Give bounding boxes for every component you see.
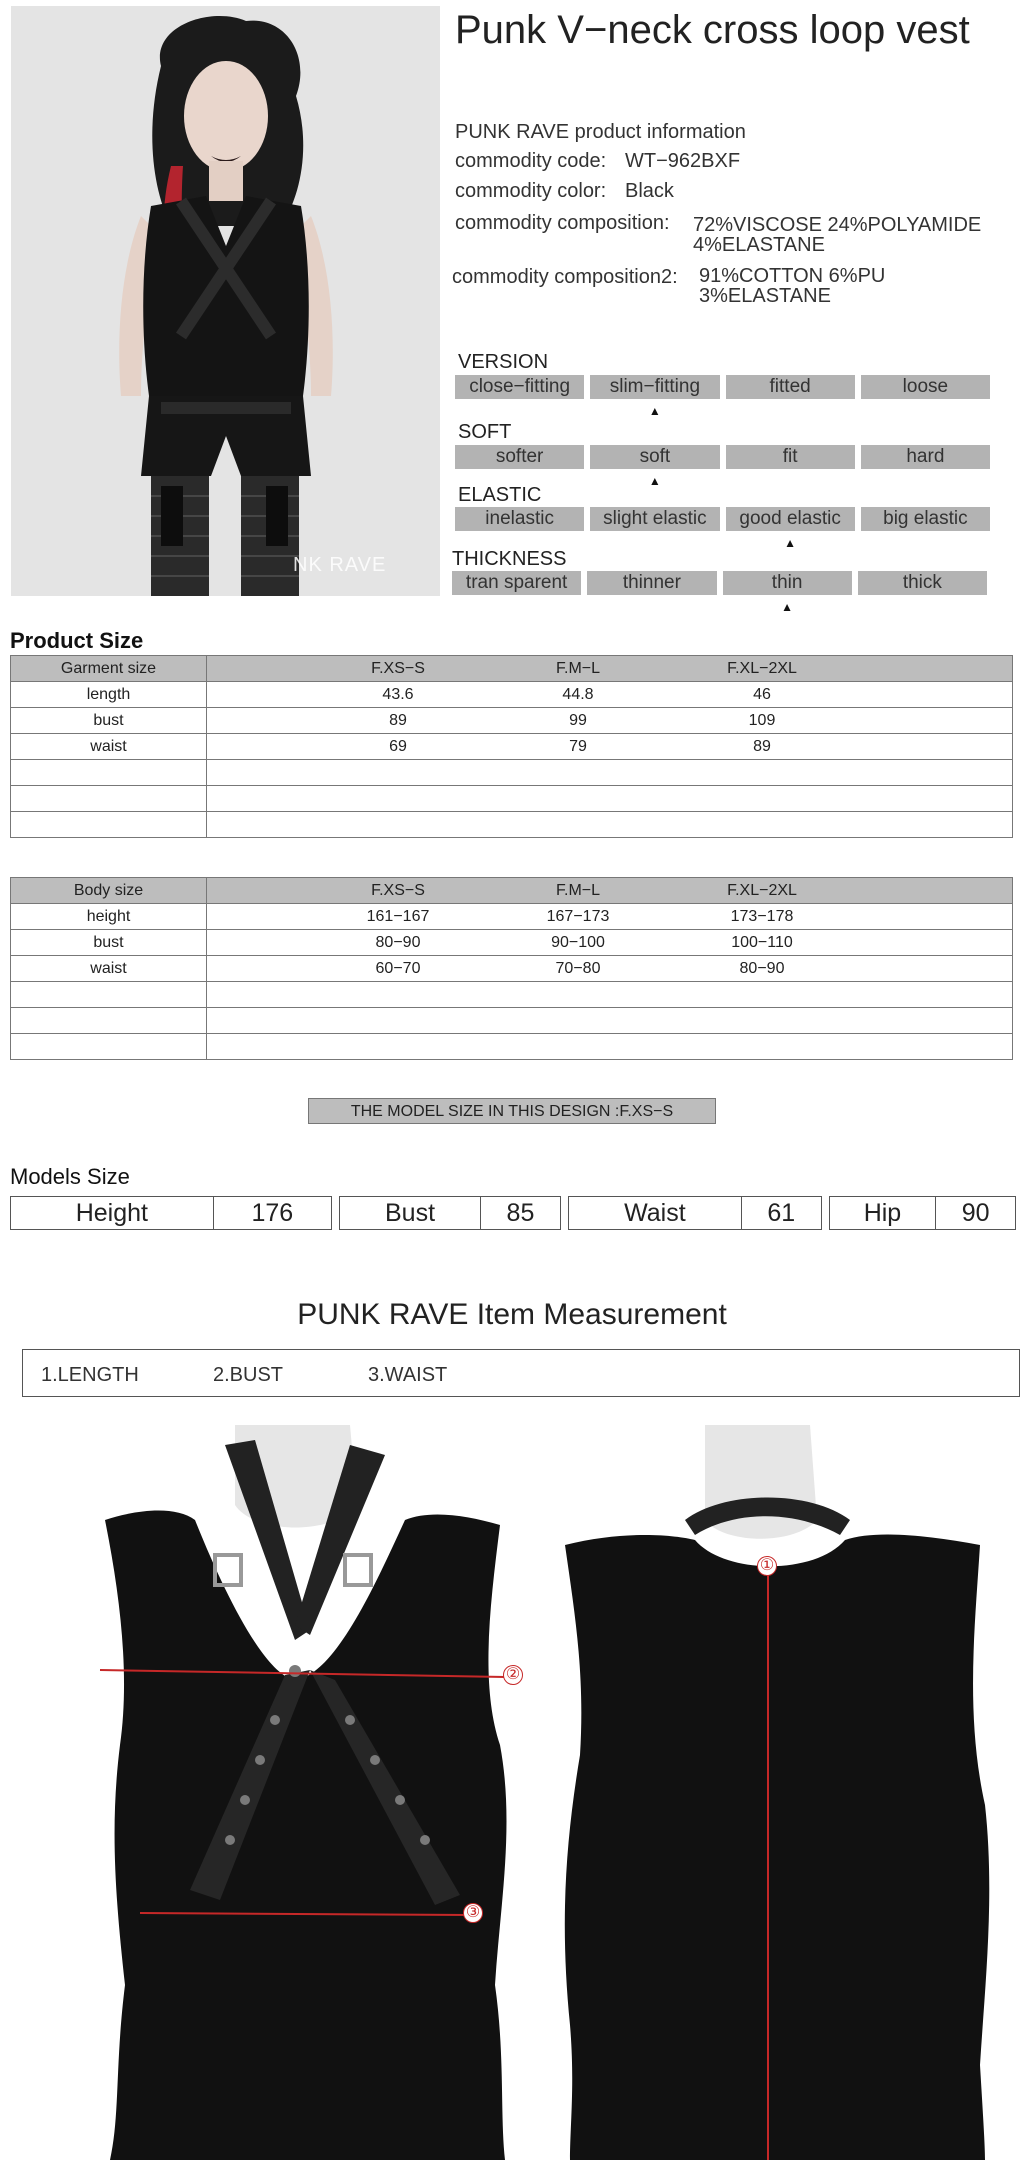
model-size-note: THE MODEL SIZE IN THIS DESIGN :F.XS−S — [308, 1098, 716, 1124]
commodity-color — [455, 180, 674, 203]
table-cell: 173−178 — [730, 908, 794, 925]
color-label: commodity color: — [455, 180, 607, 202]
table-row — [11, 930, 1013, 956]
row-label: bust — [11, 708, 207, 734]
table-row — [11, 682, 1013, 708]
table-cell: 80−90 — [739, 960, 785, 977]
table-cell: 70−80 — [555, 960, 601, 977]
table-header-row — [11, 878, 1013, 904]
table-row — [11, 708, 1013, 734]
composition-value: 72%VISCOSE 24%POLYAMIDE 4%ELASTANE — [693, 214, 982, 256]
commodity-composition — [455, 212, 982, 256]
table-cell: 90−100 — [551, 934, 605, 951]
table-row-empty — [11, 982, 1013, 1008]
garment-front-image — [95, 1425, 515, 2165]
attr-elastic-title: ELASTIC — [458, 484, 542, 506]
attr-option-selected: good elastic ▲ — [726, 507, 855, 531]
attr-option: thinner — [587, 571, 716, 595]
table-row-empty — [11, 1034, 1013, 1060]
attr-soft-title: SOFT — [458, 421, 512, 443]
body-size-table — [10, 877, 1013, 1060]
table-row-empty — [11, 1008, 1013, 1034]
measurement-item: 2.BUST — [213, 1364, 284, 1386]
attr-thickness-title: THICKNESS — [452, 548, 567, 570]
composition-label: commodity composition: — [455, 212, 670, 234]
table-cell: 100−110 — [731, 934, 793, 951]
model-hip-label: Hip — [829, 1197, 936, 1230]
table-row — [11, 734, 1013, 760]
model-hip-value: 90 — [936, 1197, 1016, 1230]
models-size-title: Models Size — [10, 1164, 130, 1189]
measurement-legend — [22, 1349, 1020, 1397]
commodity-code — [455, 150, 741, 173]
row-label: waist — [11, 956, 207, 982]
models-size-table — [10, 1196, 1016, 1230]
row-label: bust — [11, 930, 207, 956]
model-waist-value: 61 — [741, 1197, 821, 1230]
table-cell: 161−167 — [366, 908, 430, 925]
model-bust-value: 85 — [481, 1197, 561, 1230]
attr-option: hard — [861, 445, 990, 469]
garment-size-table — [10, 655, 1013, 838]
measurement-title: PUNK RAVE Item Measurement — [297, 1298, 727, 1331]
waist-marker: ③ — [463, 1903, 483, 1923]
table-cell: 60−70 — [375, 960, 421, 977]
attr-soft-bar — [455, 445, 990, 469]
attr-option: fitted — [726, 375, 855, 399]
row-label: waist — [11, 734, 207, 760]
attr-option: slight elastic — [590, 507, 719, 531]
table-row-empty — [11, 812, 1013, 838]
info-heading: PUNK RAVE product information — [455, 121, 746, 143]
composition2-label: commodity composition2: — [452, 266, 678, 288]
length-marker: ① — [757, 1556, 777, 1576]
bust-marker: ② — [503, 1665, 523, 1685]
model-bust-label: Bust — [339, 1197, 480, 1230]
table-header-row — [11, 656, 1013, 682]
table-cell: 46 — [753, 686, 771, 703]
table-row-empty — [11, 786, 1013, 812]
vest-front-illustration — [95, 1425, 515, 2165]
color-value: Black — [625, 180, 674, 202]
commodity-composition2 — [452, 265, 886, 307]
attr-option: tran sparent — [452, 571, 581, 595]
body-size-header: Body size — [11, 878, 207, 904]
models-size-row — [11, 1197, 1016, 1230]
product-photo — [11, 6, 440, 596]
attr-option: loose — [861, 375, 990, 399]
table-cell: 80−90 — [375, 934, 421, 951]
measurement-item: 3.WAIST — [368, 1364, 448, 1386]
row-label: length — [11, 682, 207, 708]
code-label: commodity code: — [455, 150, 607, 172]
model-height-value: 176 — [213, 1197, 331, 1230]
table-row-empty — [11, 760, 1013, 786]
table-cell: 43.6 — [382, 686, 414, 703]
size-header: F.XS−S — [371, 882, 425, 899]
size-header: F.XS−S — [371, 660, 425, 677]
row-label: height — [11, 904, 207, 930]
model-illustration — [11, 6, 440, 596]
photo-watermark: NK RAVE — [293, 554, 387, 576]
product-size-title: Product Size — [10, 628, 144, 653]
model-waist-label: Waist — [568, 1197, 741, 1230]
garment-size-header: Garment size — [11, 656, 207, 682]
size-header: F.M−L — [555, 660, 601, 677]
table-cell: 99 — [569, 712, 587, 729]
attr-option: fit — [726, 445, 855, 469]
attr-option: close−fitting — [455, 375, 584, 399]
table-cell: 89 — [389, 712, 407, 729]
table-row — [11, 904, 1013, 930]
attr-option-selected: thin ▲ — [723, 571, 852, 595]
attr-version-bar — [455, 375, 990, 399]
garment-back-image — [555, 1425, 995, 2165]
vest-back-illustration — [555, 1425, 995, 2165]
table-cell: 79 — [569, 738, 587, 755]
size-header: F.M−L — [555, 882, 601, 899]
composition2-value: 91%COTTON 6%PU 3%ELASTANE — [699, 265, 886, 307]
table-cell: 167−173 — [546, 908, 610, 925]
measurement-item: 1.LENGTH — [41, 1364, 139, 1386]
table-cell: 89 — [753, 738, 771, 755]
attr-option: inelastic — [455, 507, 584, 531]
model-height-label: Height — [11, 1197, 214, 1230]
table-row — [11, 956, 1013, 982]
size-header: F.XL−2XL — [727, 660, 797, 677]
table-cell: 44.8 — [562, 686, 594, 703]
table-cell: 109 — [748, 712, 776, 729]
attr-elastic-bar — [455, 507, 990, 531]
attr-option: softer — [455, 445, 584, 469]
attr-option-selected: soft ▲ — [590, 445, 719, 469]
attr-option: thick — [858, 571, 987, 595]
attr-option-selected: slim−fitting ▲ — [590, 375, 719, 399]
attr-thickness-bar — [452, 571, 987, 595]
product-title: Punk V−neck cross loop vest — [455, 8, 970, 52]
attr-version-title: VERSION — [458, 351, 549, 373]
attr-option: big elastic — [861, 507, 990, 531]
size-header: F.XL−2XL — [727, 882, 797, 899]
code-value: WT−962BXF — [625, 150, 741, 172]
table-cell: 69 — [389, 738, 407, 755]
